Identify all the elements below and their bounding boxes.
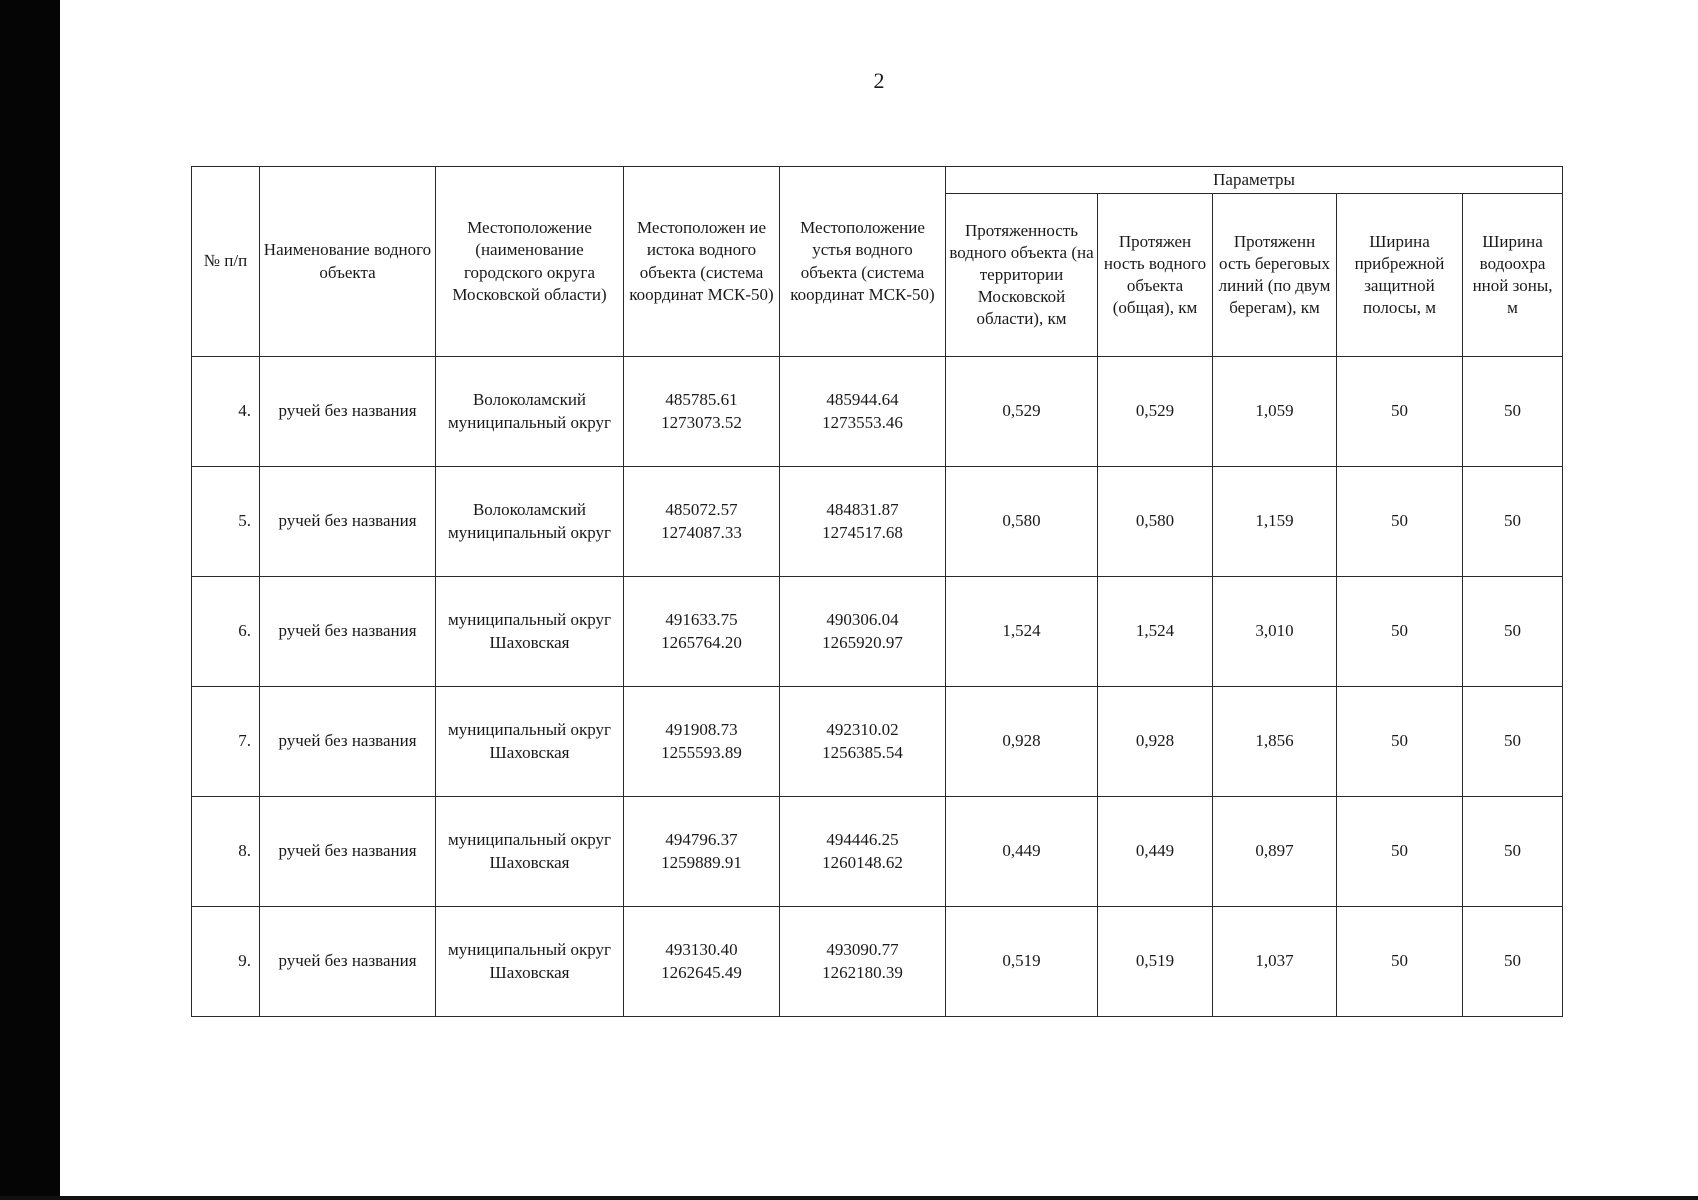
cell-mouth-coords-text: 484831.87: [826, 500, 899, 520]
cell-len-total: [1098, 907, 1213, 1017]
cell-name: [260, 357, 436, 467]
table-row: [192, 797, 1563, 907]
cell-width-zone: [1463, 797, 1563, 907]
cell-mouth-coords-text: 1274517.68: [822, 522, 903, 542]
cell-width-zone-text: 50: [1504, 841, 1522, 861]
cell-num: [192, 797, 260, 907]
cell-mouth-coords-text: 1256385.54: [822, 742, 903, 762]
cell-len-region-text: 0,519: [1002, 951, 1041, 971]
header-source: Местоположен ие истока водного объекта (система координат МСК-50): [624, 167, 780, 357]
cell-len-banks: [1213, 687, 1337, 797]
cell-width-strip-text: 50: [1391, 401, 1408, 421]
cell-location: [436, 797, 624, 907]
cell-mouth-coords-text: 494446.25: [826, 830, 899, 850]
cell-source-coords-text: 485072.57: [665, 500, 738, 520]
cell-len-banks-text: 1,159: [1255, 511, 1294, 531]
header-row-top: [192, 167, 1563, 194]
cell-location-text: муниципальный округ Шаховская: [447, 830, 612, 872]
cell-location: [436, 357, 624, 467]
cell-len-total-text: 1,524: [1135, 621, 1175, 641]
cell-source-coords-text: 1265764.20: [661, 632, 742, 652]
table-body: [192, 357, 1563, 1017]
cell-len-total: [1098, 577, 1213, 687]
table-row: [192, 687, 1563, 797]
cell-width-strip: [1337, 687, 1463, 797]
cell-name-text: ручей без названия: [278, 621, 417, 641]
cell-name: [260, 687, 436, 797]
cell-mouth-coords: [780, 577, 946, 687]
cell-len-total-text: 0,928: [1135, 731, 1175, 751]
cell-mouth-coords: [780, 467, 946, 577]
cell-num-text: 4.: [238, 401, 251, 421]
cell-mouth-coords-text: 492310.02: [826, 720, 899, 740]
cell-mouth-coords: [780, 797, 946, 907]
cell-len-banks-text: 0,897: [1255, 841, 1294, 861]
cell-source-coords: [624, 907, 780, 1017]
water-objects-table: [191, 166, 1563, 1017]
header-num: № п/п: [192, 167, 260, 357]
cell-len-region-text: 1,524: [1002, 621, 1041, 641]
cell-len-region: [946, 687, 1098, 797]
cell-num: [192, 687, 260, 797]
cell-source-coords: [624, 357, 780, 467]
cell-width-zone-text: 50: [1504, 401, 1522, 421]
cell-name: [260, 467, 436, 577]
cell-source-coords-text: 493130.40: [665, 940, 738, 960]
cell-width-strip: [1337, 907, 1463, 1017]
cell-len-total: [1098, 357, 1213, 467]
cell-num: [192, 907, 260, 1017]
cell-name-text: ручей без названия: [278, 731, 417, 751]
cell-len-region-text: 0,529: [1002, 401, 1041, 421]
cell-width-strip: [1337, 577, 1463, 687]
cell-len-banks-text: 3,010: [1255, 621, 1294, 641]
cell-mouth-coords-text: 490306.04: [826, 610, 899, 630]
cell-location-text: муниципальный округ Шаховская: [447, 940, 612, 982]
cell-source-coords-text: 491633.75: [665, 610, 738, 630]
cell-mouth-coords: [780, 907, 946, 1017]
cell-mouth-coords: [780, 687, 946, 797]
cell-name: [260, 907, 436, 1017]
cell-num-text: 5.: [238, 511, 251, 531]
cell-width-zone-text: 50: [1504, 951, 1522, 971]
cell-location: [436, 907, 624, 1017]
header-len-region: Протяженность водного объекта (на территории Московской области), км: [946, 194, 1098, 357]
cell-source-coords-text: 1273073.52: [661, 412, 742, 432]
cell-len-region-text: 0,928: [1002, 731, 1041, 751]
cell-len-region: [946, 907, 1098, 1017]
cell-width-strip-text: 50: [1391, 511, 1408, 531]
cell-location: [436, 577, 624, 687]
cell-source-coords-text: 494796.37: [665, 830, 738, 850]
cell-width-strip: [1337, 357, 1463, 467]
cell-name: [260, 797, 436, 907]
cell-mouth-coords-text: 485944.64: [826, 390, 899, 410]
cell-mouth-coords-text: 1262180.39: [822, 962, 903, 982]
header-location: Местоположение (наименование городского округа Московской области): [436, 167, 624, 357]
cell-len-total: [1098, 797, 1213, 907]
header-len-banks: Протяженн ость береговых линий (по двум берегам), км: [1213, 194, 1337, 357]
cell-source-coords-text: 491908.73: [665, 720, 738, 740]
cell-num-text: 8.: [238, 841, 251, 861]
cell-source-coords: [624, 797, 780, 907]
cell-len-region: [946, 797, 1098, 907]
cell-len-region-text: 0,449: [1002, 841, 1041, 861]
cell-width-strip: [1337, 467, 1463, 577]
cell-len-total-text: 0,529: [1135, 401, 1175, 421]
cell-width-strip-text: 50: [1391, 951, 1408, 971]
cell-len-banks: [1213, 797, 1337, 907]
cell-source-coords-text: 485785.61: [665, 390, 738, 410]
cell-location: [436, 687, 624, 797]
cell-num-text: 6.: [238, 621, 251, 641]
cell-mouth-coords-text: 1273553.46: [822, 412, 903, 432]
cell-len-banks: [1213, 577, 1337, 687]
cell-width-strip: [1337, 797, 1463, 907]
cell-mouth-coords-text: 1260148.62: [822, 852, 903, 872]
cell-width-strip-text: 50: [1391, 731, 1408, 751]
table-row: [192, 357, 1563, 467]
cell-location-text: Волоколамский муниципальный округ: [447, 500, 612, 542]
cell-len-region: [946, 357, 1098, 467]
cell-name: [260, 577, 436, 687]
cell-len-banks-text: 1,059: [1255, 401, 1294, 421]
cell-source-coords: [624, 577, 780, 687]
table-row: [192, 577, 1563, 687]
header-width-zone: Ширина водоохра нной зоны, м: [1463, 194, 1563, 357]
cell-num: [192, 357, 260, 467]
cell-mouth-coords-text: 493090.77: [826, 940, 899, 960]
cell-width-zone-text: 50: [1504, 511, 1522, 531]
cell-num-text: 7.: [238, 731, 251, 751]
cell-num-text: 9.: [238, 951, 251, 971]
cell-mouth-coords-text: 1265920.97: [822, 632, 903, 652]
cell-width-zone: [1463, 467, 1563, 577]
cell-name-text: ручей без названия: [278, 841, 417, 861]
cell-name-text: ручей без названия: [278, 401, 417, 421]
cell-location-text: муниципальный округ Шаховская: [447, 720, 612, 762]
table-row: [192, 907, 1563, 1017]
cell-len-region: [946, 467, 1098, 577]
cell-len-banks: [1213, 907, 1337, 1017]
cell-width-zone-text: 50: [1504, 731, 1522, 751]
page-number: 2: [873, 68, 885, 93]
header-mouth: Местоположение устья водного объекта (система координат МСК-50): [780, 167, 946, 357]
cell-width-zone: [1463, 687, 1563, 797]
cell-len-total: [1098, 687, 1213, 797]
cell-len-banks: [1213, 467, 1337, 577]
cell-width-zone: [1463, 907, 1563, 1017]
cell-name-text: ручей без названия: [278, 511, 417, 531]
header-params: Параметры: [946, 167, 1563, 194]
cell-name-text: ручей без названия: [278, 951, 417, 971]
cell-location-text: Волоколамский муниципальный округ: [447, 390, 612, 432]
cell-source-coords-text: 1262645.49: [661, 962, 742, 982]
cell-width-zone: [1463, 357, 1563, 467]
cell-width-strip-text: 50: [1391, 841, 1408, 861]
cell-source-coords-text: 1255593.89: [661, 742, 742, 762]
cell-num: [192, 467, 260, 577]
scan-bottom-edge: [0, 1196, 1698, 1200]
table-row: [192, 467, 1563, 577]
cell-len-region: [946, 577, 1098, 687]
scan-left-margin: [0, 0, 60, 1200]
cell-width-strip-text: 50: [1391, 621, 1408, 641]
cell-len-total: [1098, 467, 1213, 577]
header-name: Наименование водного объекта: [260, 167, 436, 357]
document-page: [60, 0, 1698, 1196]
cell-source-coords-text: 1259889.91: [661, 852, 742, 872]
cell-len-total-text: 0,449: [1135, 841, 1175, 861]
cell-len-banks-text: 1,037: [1255, 951, 1294, 971]
cell-len-banks-text: 1,856: [1255, 731, 1294, 751]
cell-source-coords: [624, 467, 780, 577]
cell-width-zone: [1463, 577, 1563, 687]
cell-len-total-text: 0,519: [1135, 951, 1175, 971]
cell-num: [192, 577, 260, 687]
cell-mouth-coords: [780, 357, 946, 467]
cell-len-banks: [1213, 357, 1337, 467]
header-len-total: Протяжен ность водного объекта (общая), км: [1098, 194, 1213, 357]
header-width-strip: Ширина прибрежной защитной полосы, м: [1337, 194, 1463, 357]
cell-len-region-text: 0,580: [1002, 511, 1041, 531]
cell-source-coords-text: 1274087.33: [661, 522, 742, 542]
cell-location: [436, 467, 624, 577]
cell-width-zone-text: 50: [1504, 621, 1522, 641]
cell-location-text: муниципальный округ Шаховская: [447, 610, 612, 652]
cell-source-coords: [624, 687, 780, 797]
cell-len-total-text: 0,580: [1135, 511, 1175, 531]
